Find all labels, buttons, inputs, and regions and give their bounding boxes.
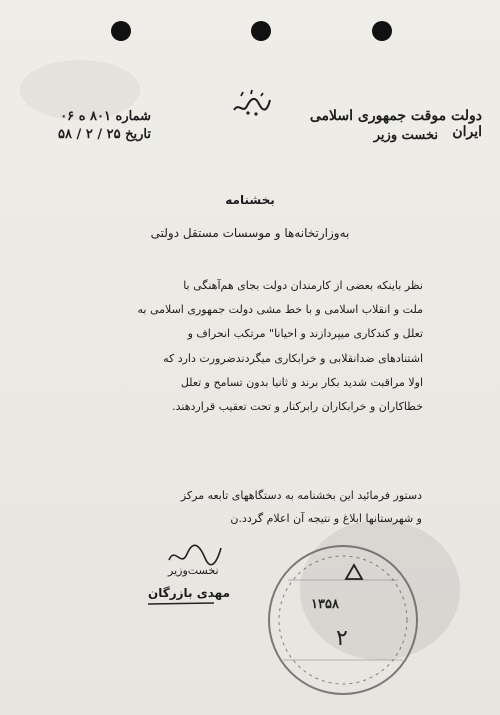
signatory-title: نخست‌وزیر (168, 564, 219, 577)
office-subtitle: نخست وزیر (373, 128, 438, 143)
body-line: نظر باینکه بعضی از کارمندان دولت بجای هم‌آهنگی با (183, 279, 423, 292)
letter-instruction (92, 484, 422, 530)
body-line: اشتنادهای ضدانقلابی و خرابکاری میگردندضرورت دارد که (163, 351, 423, 365)
stamp-date: ۱۳۵۸ (311, 597, 339, 612)
letter-body (78, 274, 423, 419)
ref-date-value: ۲۵ / ۲ / ۵۸ (58, 127, 121, 142)
ref-number-line (36, 108, 151, 126)
ref-date-label: تاریخ (125, 127, 151, 142)
reference-block (36, 108, 151, 144)
signatory-name: مهدی بازرگان (148, 586, 231, 600)
body-line: ملت و انقلاب اسلامی و با خط مشی دولت جمهوری اسلامی به (137, 303, 423, 317)
instruction-line: و شهرستانها ابلاغ و نتیجه آن اعلام گردد.ن (230, 512, 422, 525)
ref-date-line (36, 126, 151, 144)
ref-number-value: ۸۰۱ ه ۰۶ (60, 109, 111, 124)
signature-underline (146, 600, 216, 608)
government-title: دولت موقت جمهوری اسلامی ایران (309, 108, 482, 140)
punch-hole-right (372, 21, 392, 41)
body-line: اولا مراقبت شدید بکار برند و ثانیا بدون تسامح و تعلل (180, 375, 423, 389)
receipt-stamp-icon (258, 540, 428, 704)
punch-hole-center (251, 21, 271, 41)
ref-number-label: شماره (115, 109, 151, 124)
circular-title: بخشنامه (225, 193, 275, 207)
stamp-number: ۲ (336, 626, 348, 651)
body-line: خطاکاران و خرابکاران رابرکنار و تحت تعقیب قراردهند. (172, 400, 423, 414)
bismillah-emblem-icon (231, 88, 273, 122)
instruction-line: دستور فرمائید این بخشنامه به دستگاههای تابعه مرکز (180, 489, 422, 502)
recipients-line: به‌وزارتخانه‌ها و موسسات مستقل دولتی (150, 226, 350, 240)
punch-hole-left (111, 21, 131, 41)
body-line: تعلل و کندکاری میپردازند و احیانا" مرتکب انحراف و (187, 327, 423, 341)
triangle-mark-icon (344, 563, 364, 585)
